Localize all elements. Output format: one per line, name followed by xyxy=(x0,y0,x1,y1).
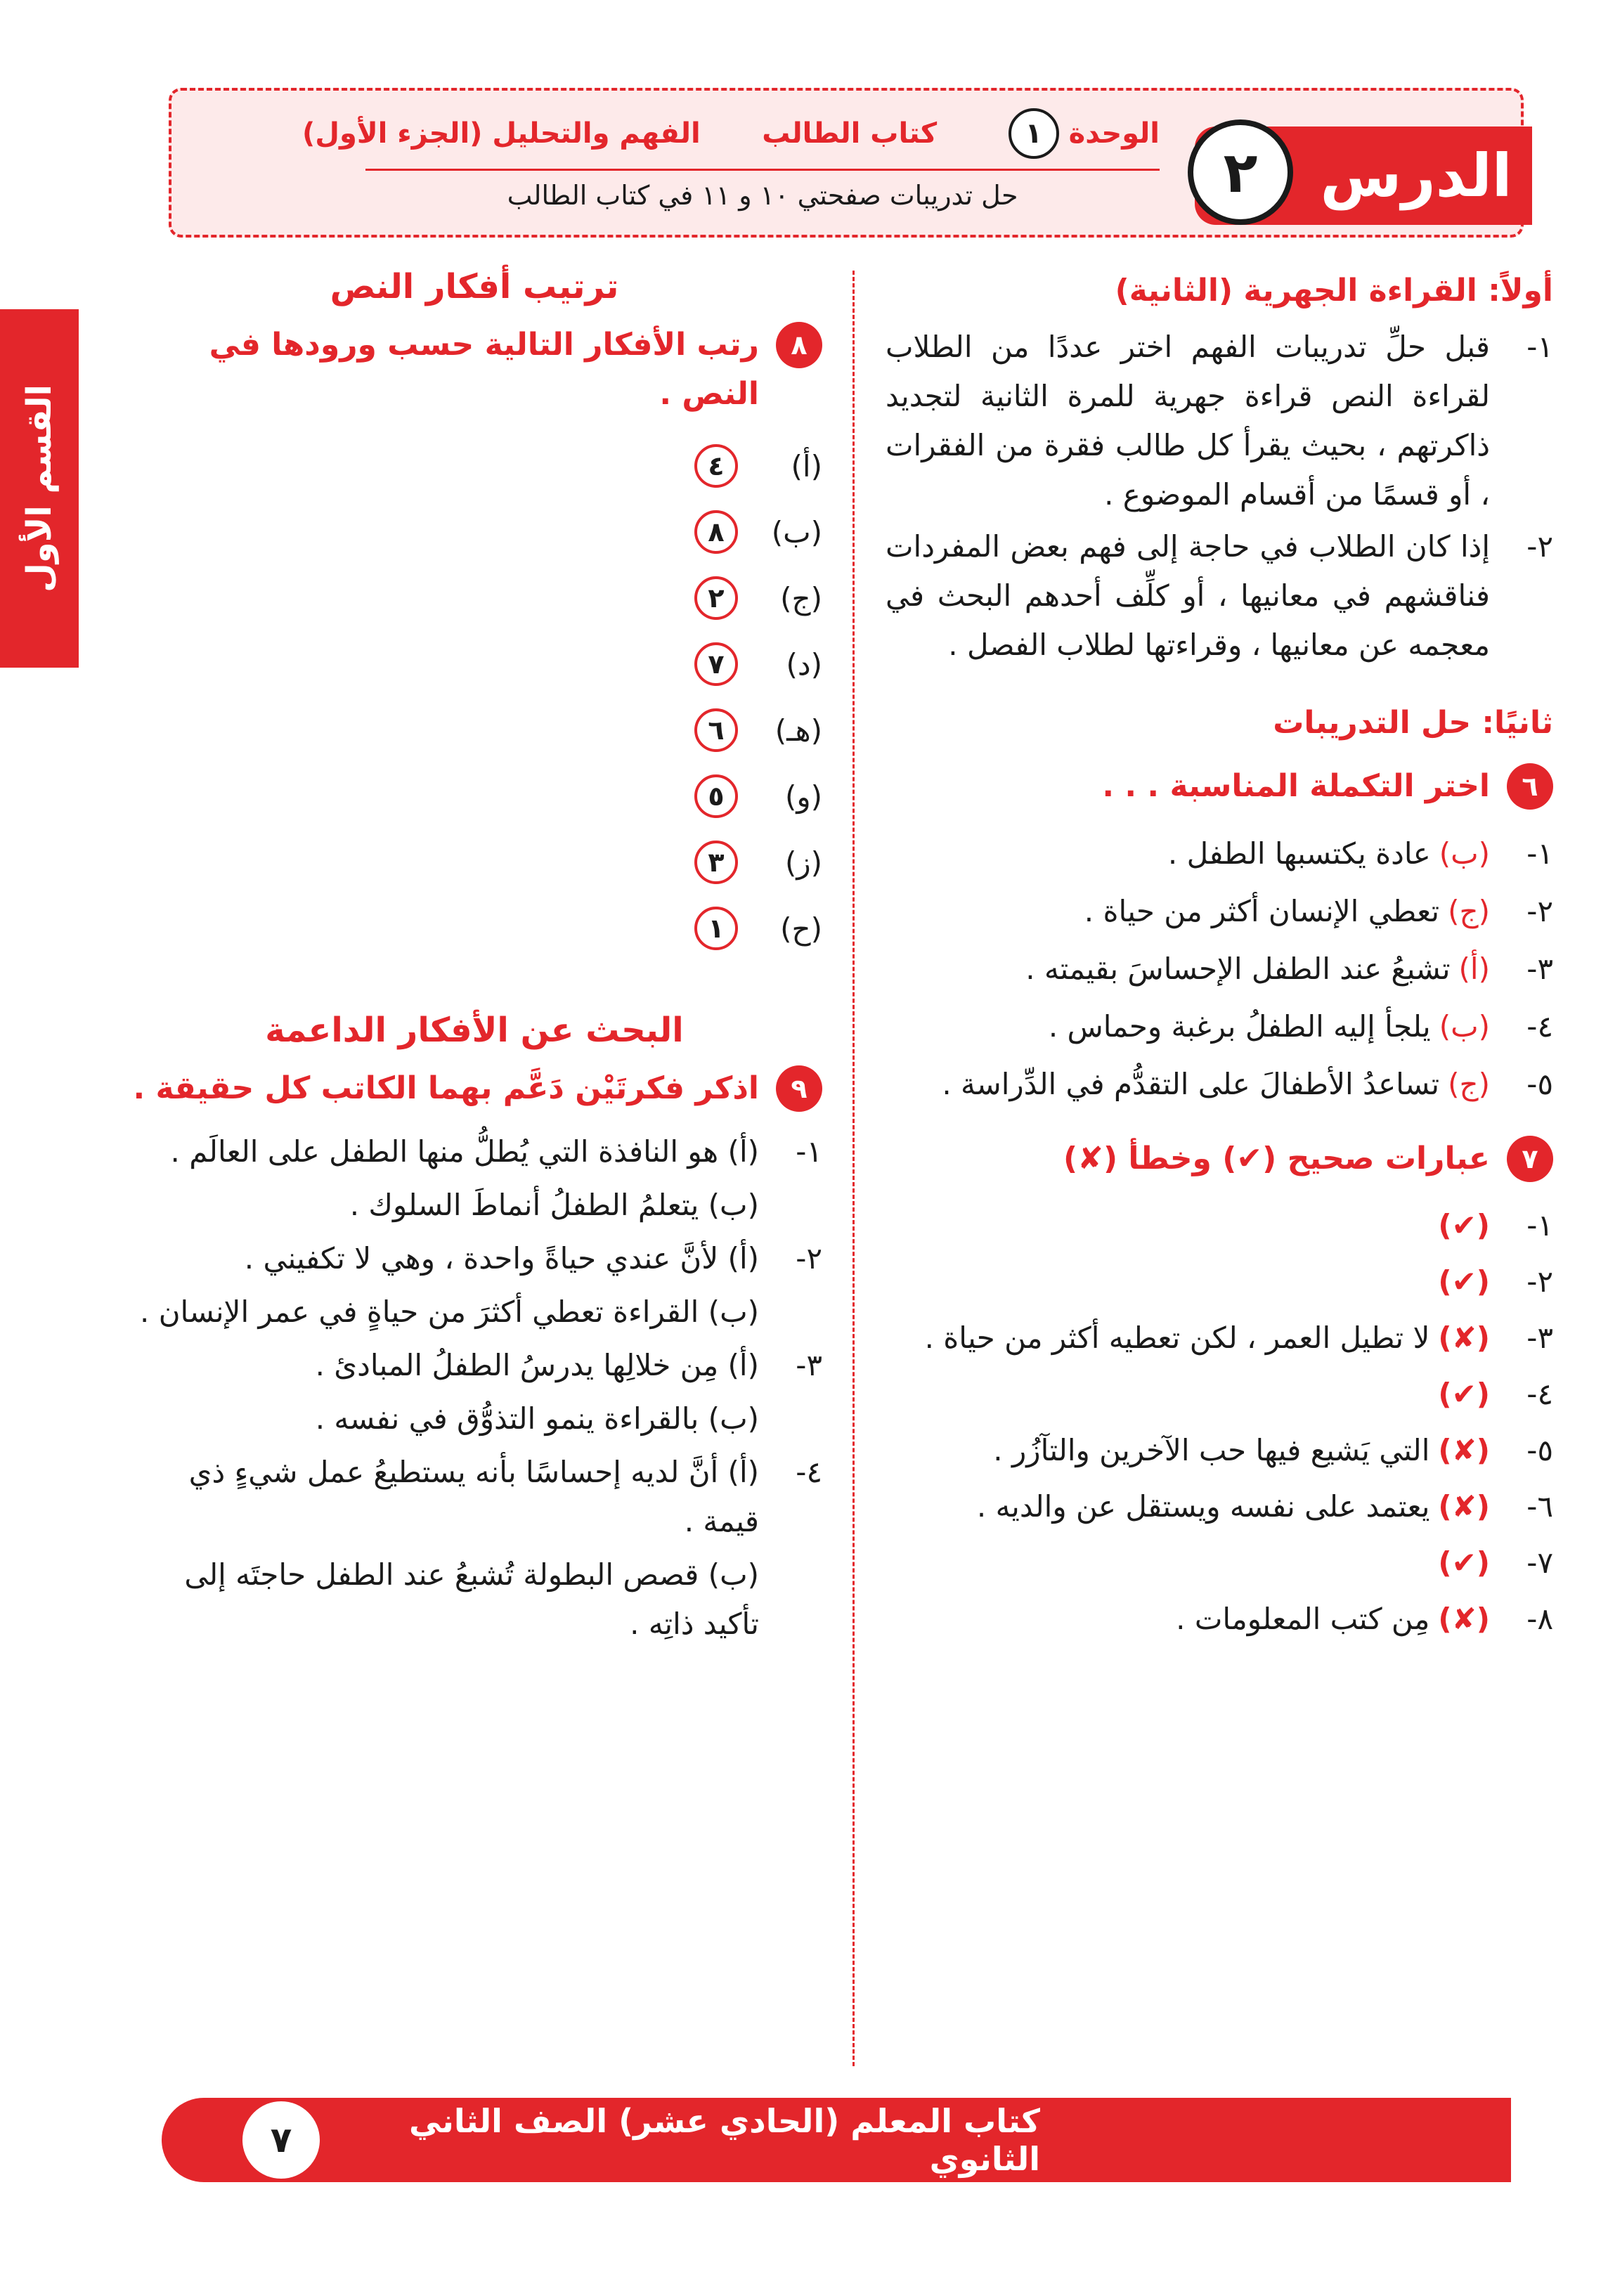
idea-b: (ب) قصص البطولة تُشبعُ عند الطفل حاجتَه إلى تأكيد ذاتِه . xyxy=(184,1557,759,1641)
item-text: قبل حلِّ تدريبات الفهم اختر عددًا من الطلاب لقراءة النص قراءة جهرية للمرة الثانية لتجديد ذاكرتهم ، بحيث يقرأ كل طالب فقرة من الفقرات ، أو قسمًا من أقسام الموضوع . xyxy=(886,330,1490,512)
left-column xyxy=(127,260,822,1653)
exercise-badge: ٩ xyxy=(776,1065,822,1112)
check-mark-icon: (✔) xyxy=(1438,1377,1490,1411)
exercise-9-header xyxy=(127,1064,822,1113)
answer-text: لا تطيل العمر ، لكن تعطيه أكثر من حياة . xyxy=(924,1321,1430,1355)
section-side-tab xyxy=(0,309,79,668)
cross-mark-icon: (✘) xyxy=(1438,1321,1490,1355)
exercise-title: رتب الأفكار التالية حسب ورودها في النص . xyxy=(209,327,759,412)
answer-letter: (ج) xyxy=(1448,894,1490,928)
page-number: ٧ xyxy=(242,2101,320,2179)
exercise-badge: ٧ xyxy=(1507,1136,1553,1182)
exercise-8-header xyxy=(127,320,822,419)
exercise-badge: ٨ xyxy=(776,322,822,368)
support-item xyxy=(127,1127,822,1234)
check-mark-icon: (✔) xyxy=(1438,1545,1490,1580)
true-false-row xyxy=(886,1479,1553,1535)
order-label: (ج) xyxy=(780,581,822,616)
column-divider xyxy=(852,271,855,2066)
section-side-label: القسم الأول xyxy=(20,384,59,592)
answer-text: يلجأ إليه الطفلُ برغبة وحماس . xyxy=(1048,1009,1431,1044)
idea-b: (ب) بالقراءة ينمو التذوُّق في نفسه . xyxy=(315,1401,759,1436)
order-row xyxy=(127,631,822,697)
reading-item xyxy=(886,522,1553,670)
order-row xyxy=(127,763,822,829)
answer-number: ١- xyxy=(1526,1208,1553,1243)
true-false-row xyxy=(886,1422,1553,1479)
answer-text: تعطي الإنسان أكثر من حياة . xyxy=(1084,894,1440,928)
order-row xyxy=(127,895,822,961)
answer-text: مِن كتب المعلومات . xyxy=(1176,1602,1430,1636)
answer-number: ٦- xyxy=(1526,1489,1553,1524)
order-row xyxy=(127,499,822,565)
item-number: ٢- xyxy=(796,1241,822,1276)
check-mark-icon: (✔) xyxy=(1438,1208,1490,1243)
answer-text: يعتمد على نفسه ويستقل عن والديه . xyxy=(976,1489,1430,1524)
answer-number: ١- xyxy=(1526,836,1553,871)
answer-number: ٢- xyxy=(1526,1264,1553,1299)
unit-label-group xyxy=(999,108,1160,159)
book-label: كتاب الطالب xyxy=(762,117,938,150)
idea-a: (أ) هو النافذة التي يُطلُّ منها الطفل على العالَم . xyxy=(170,1134,759,1169)
answer-number: ٤- xyxy=(1526,1009,1553,1044)
order-label: (ز) xyxy=(784,845,822,880)
idea-a: (أ) لأنَّ عندي حياةً واحدة ، وهي لا تكفيني . xyxy=(244,1241,759,1276)
idea-a: (أ) مِن خلالِها يدرسُ الطفلُ المبادئ . xyxy=(315,1348,759,1382)
support-item xyxy=(127,1341,822,1448)
answer-letter: (ب) xyxy=(1439,1009,1490,1044)
order-value: ٣ xyxy=(694,841,738,884)
answer-row xyxy=(886,883,1553,940)
exercise-7-header xyxy=(886,1134,1553,1183)
exercise-title: اختر التكملة المناسبة . . . xyxy=(1102,768,1490,804)
cross-mark-icon: (✘) xyxy=(1438,1489,1490,1524)
cross-mark-icon: (✘) xyxy=(1438,1433,1490,1467)
order-value: ٢ xyxy=(694,576,738,620)
order-title: ترتيب أفكار النص xyxy=(330,267,619,306)
header-instruction: حل تدريبات صفحتي ١٠ و ١١ في كتاب الطالب xyxy=(365,169,1160,220)
order-value: ٧ xyxy=(694,642,738,686)
support-item xyxy=(127,1448,822,1653)
order-row xyxy=(127,697,822,763)
answer-letter: (ب) xyxy=(1439,836,1490,871)
answer-row xyxy=(886,940,1553,998)
unit-label: الوحدة xyxy=(1068,117,1160,150)
header-info xyxy=(302,105,1160,162)
exercise-title: عبارات صحيح (✔) وخطأ (✘) xyxy=(1063,1141,1490,1176)
reading-title: أولاً: القراءة الجهرية (الثانية) xyxy=(1115,273,1553,309)
support-title: البحث عن الأفكار الداعمة xyxy=(265,1011,684,1050)
order-row xyxy=(127,433,822,499)
order-label: (ح) xyxy=(780,911,822,946)
order-label: (د) xyxy=(786,647,822,682)
reading-item xyxy=(886,323,1553,519)
true-false-row xyxy=(886,1366,1553,1422)
exercise-title: اذكر فكرتَيْن دَعَّم بهما الكاتب كل حقيقة . xyxy=(133,1070,759,1106)
answer-number: ٥- xyxy=(1526,1067,1553,1101)
true-false-row xyxy=(886,1310,1553,1366)
answer-number: ٧- xyxy=(1526,1545,1553,1580)
support-item xyxy=(127,1234,822,1341)
answer-number: ٣- xyxy=(1526,952,1553,986)
item-text: إذا كان الطلاب في حاجة إلى فهم بعض المفردات فناقشهم في معانيها ، أو كلِّف أحدهم البحث في معجمه عن معانيها ، وقراءتها لطلاب الفصل . xyxy=(886,529,1490,662)
order-value: ٦ xyxy=(694,708,738,752)
unit-number: ١ xyxy=(1009,108,1059,159)
answer-number: ٥- xyxy=(1526,1433,1553,1467)
check-mark-icon: (✔) xyxy=(1438,1264,1490,1299)
exercise-6-header xyxy=(886,762,1553,811)
answer-row xyxy=(886,998,1553,1056)
idea-a: (أ) أنَّ لديه إحساسًا بأنه يستطيعُ عمل شيءٍ ذي قيمة . xyxy=(188,1455,759,1538)
answer-text: تساعدُ الأطفالَ على التقدُّم في الدِّراسة . xyxy=(942,1067,1440,1101)
exercise-badge: ٦ xyxy=(1507,763,1553,810)
item-number: ٣- xyxy=(796,1348,822,1382)
lesson-label: الدرس xyxy=(1320,141,1512,210)
footer-title: كتاب المعلم (الحادي عشر) الصف الثاني الثانوي xyxy=(409,2102,1040,2178)
order-value: ١ xyxy=(694,907,738,950)
idea-b: (ب) يتعلمُ الطفلُ أنماطَ السلوك . xyxy=(349,1188,759,1222)
item-number: ٢- xyxy=(1526,529,1553,564)
item-number: ١- xyxy=(1526,330,1553,364)
order-row xyxy=(127,829,822,895)
true-false-row xyxy=(886,1254,1553,1310)
order-label: (هـ) xyxy=(774,713,822,748)
answer-letter: (أ) xyxy=(1458,952,1490,986)
answer-number: ٣- xyxy=(1526,1321,1553,1355)
item-number: ٤- xyxy=(796,1455,822,1489)
answer-row xyxy=(886,825,1553,883)
order-label: (ب) xyxy=(771,514,822,550)
right-column xyxy=(886,260,1553,1647)
topic-title: الفهم والتحليل (الجزء الأول) xyxy=(302,117,701,150)
true-false-row xyxy=(886,1535,1553,1591)
order-label: (و) xyxy=(784,779,822,814)
answer-row xyxy=(886,1056,1553,1113)
order-value: ٤ xyxy=(694,444,738,488)
true-false-row xyxy=(886,1591,1553,1647)
order-value: ٨ xyxy=(694,510,738,554)
exercises-title: ثانيًا: حل التدريبات xyxy=(1273,705,1553,741)
answer-number: ٨- xyxy=(1526,1602,1553,1636)
answer-text: تشبعُ عند الطفل الإحساسَ بقيمته . xyxy=(1025,952,1451,986)
answer-text: عادة يكتسبها الطفل . xyxy=(1167,836,1431,871)
order-value: ٥ xyxy=(694,774,738,818)
order-label: (أ) xyxy=(791,448,822,484)
answer-number: ٢- xyxy=(1526,894,1553,928)
answer-text: التي يَشيع فيها حب الآخرين والتآزُر . xyxy=(993,1433,1430,1467)
item-number: ١- xyxy=(796,1134,822,1169)
lesson-number: ٢ xyxy=(1188,119,1293,225)
answer-number: ٤- xyxy=(1526,1377,1553,1411)
cross-mark-icon: (✘) xyxy=(1438,1602,1490,1636)
true-false-row xyxy=(886,1198,1553,1254)
idea-b: (ب) القراءة تعطي أكثرَ من حياةٍ في عمر الإنسان . xyxy=(140,1295,759,1329)
answer-letter: (ج) xyxy=(1448,1067,1490,1101)
order-row xyxy=(127,565,822,631)
